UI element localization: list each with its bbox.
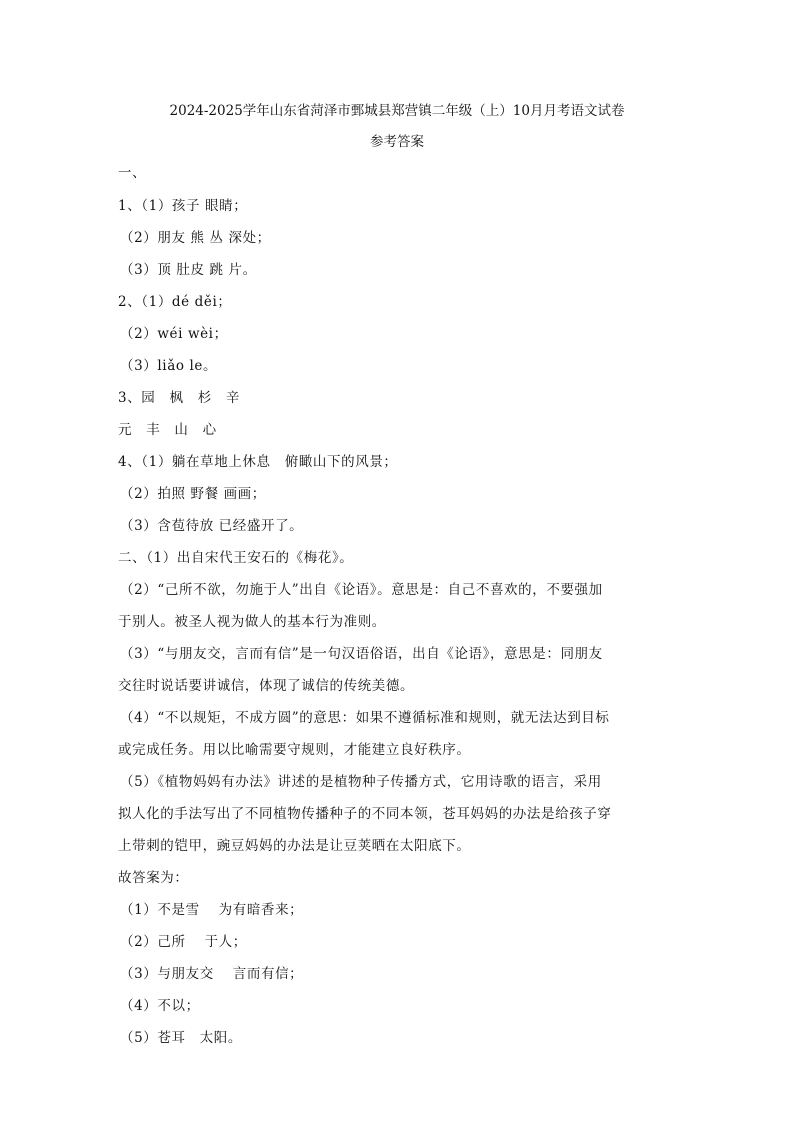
page-subtitle: 参考答案 <box>370 134 424 150</box>
answer-line: 3、园 枫 杉 辛 <box>118 390 240 406</box>
answer-line: （5）苍耳 太阳。 <box>120 1030 242 1046</box>
answer-line: 1、（1）孩子 眼睛； <box>118 198 248 214</box>
answer-line: 上带刺的铠甲，豌豆妈妈的办法是让豆荚晒在太阳底下。 <box>118 838 471 854</box>
answer-line: （2）wéi wèi； <box>120 326 228 342</box>
answer-line: （3）顶 肚皮 跳 片。 <box>120 262 257 278</box>
answer-line: （2）拍照 野餐 画画； <box>120 486 266 502</box>
answer-line: （2）“己所不欲，勿施于人”出自《论语》。意思是：自己不喜欢的，不要强加 <box>120 582 603 598</box>
answer-line: （2）己所 于人； <box>120 934 247 950</box>
section-heading-2: 二、（1）出自宋代王安石的《梅花》。 <box>118 550 354 566</box>
answer-line: 元 丰 山 心 <box>118 422 217 438</box>
answer-line: （3）与朋友交 言而有信； <box>120 966 304 982</box>
answer-line: 2、（1）dé děi； <box>118 294 232 310</box>
answer-line: （5）《植物妈妈有办法》讲述的是植物种子传播方式，它用诗歌的语言，采用 <box>120 774 602 790</box>
answer-line: （4）不以； <box>120 998 200 1014</box>
answer-line: 交往时说话要讲诚信，体现了诚信的传统美德。 <box>118 678 415 694</box>
answer-line: 拟人化的手法写出了不同植物传播种子的不同本领，苍耳妈妈的办法是给孩子穿 <box>118 806 612 822</box>
answer-line: （3）“与朋友交，言而有信”是一句汉语俗语，出自《论语》，意思是：同朋友 <box>120 646 603 662</box>
page-title: 2024-2025学年山东省菏泽市鄄城县郑营镇二年级（上）10月月考语文试卷 <box>169 103 625 119</box>
answer-line: （4）“不以规矩，不成方圆”的意思：如果不遵循标准和规则，就无法达到目标 <box>120 710 610 726</box>
answer-line: （3）liǎo le。 <box>120 358 218 374</box>
answer-line: 于别人。被圣人视为做人的基本行为准则。 <box>118 614 386 630</box>
answer-line: （3）含苞待放 已经盛开了。 <box>120 518 304 534</box>
answer-line: 或完成任务。用以比喻需要守规则，才能建立良好秩序。 <box>118 742 471 758</box>
answer-line: （2）朋友 熊 丛 深处； <box>120 230 271 246</box>
answer-line: （1）不是雪 为有暗香来； <box>120 902 304 918</box>
answer-line: 4、（1）躺在草地上休息 俯瞰山下的风景； <box>118 454 398 470</box>
section-heading-1: 一、 <box>118 165 147 181</box>
answer-summary-heading: 故答案为： <box>118 870 189 886</box>
